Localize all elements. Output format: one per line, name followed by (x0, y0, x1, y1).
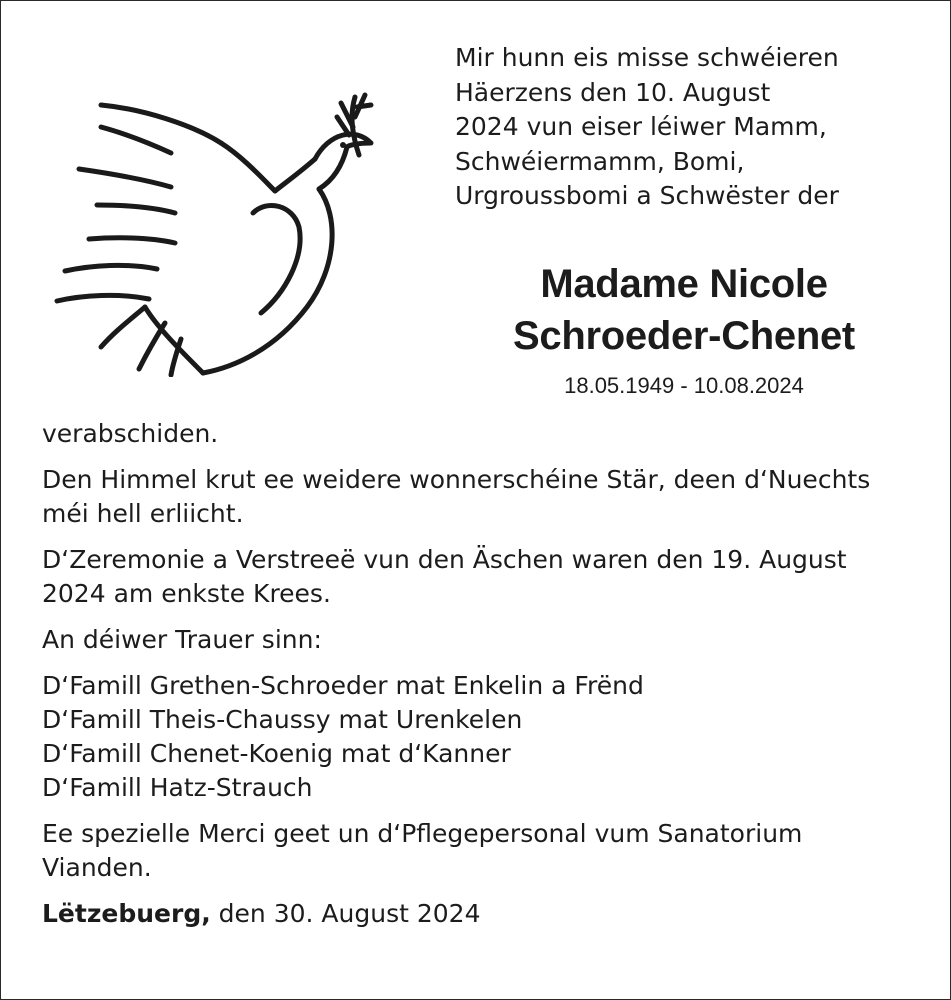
notice-body (42, 417, 932, 931)
deceased-name-line: Schroeder-Chenet (513, 314, 855, 358)
ceremony-paragraph (42, 543, 932, 611)
deceased-name-line: Madame Nicole (540, 262, 828, 306)
thanks-paragraph (42, 817, 932, 885)
deceased-name (441, 258, 927, 362)
paragraph-line: Vianden. (42, 853, 152, 882)
paragraph-line: Ee spezielle Merci geet un d‘Pflegepersonal vum Sanatorium (42, 819, 803, 848)
signoff (42, 897, 932, 931)
intro-line: Schwéiermamm, Bomi, (455, 146, 745, 176)
signoff-place: Lëtzebuerg, (42, 899, 211, 928)
intro-line: Häerzens den 10. August (455, 77, 771, 107)
intro-line: 2024 vun eiser léiwer Mamm, (455, 112, 827, 141)
family-item: D‘Famill Grethen-Schroeder mat Enkelin a Frënd (42, 671, 644, 700)
paragraph-line: Den Himmel krut ee weidere wonnerschéine Stär, deen d‘Nuechts (42, 465, 871, 494)
paragraph-line: 2024 am enkste Krees. (42, 579, 331, 608)
intro-text (455, 41, 935, 214)
signoff-date: den 30. August 2024 (210, 899, 481, 928)
families-list (42, 669, 932, 805)
paragraph-line: méi hell erliicht. (42, 499, 244, 528)
family-item: D‘Famill Chenet-Koenig mat d‘Kanner (42, 739, 511, 768)
life-dates: 18.05.1949 - 10.08.2024 (564, 373, 804, 398)
intro-line: Mir hunn eis misse schwéieren (455, 43, 839, 72)
family-item: D‘Famill Theis-Chaussy mat Urenkelen (42, 705, 523, 734)
mourners-heading: An déiwer Trauer sinn: (42, 625, 322, 654)
paragraph-line: D‘Zeremonie a Verstreeë vun den Äschen waren den 19. August (42, 545, 847, 574)
intro-line: Urgroussbomi a Schwëster der (455, 181, 839, 210)
closing-word: verabschiden. (42, 419, 219, 448)
dove-with-olive-branch-icon (53, 87, 393, 377)
star-paragraph (42, 463, 932, 531)
family-item: D‘Famill Hatz-Strauch (42, 773, 313, 802)
